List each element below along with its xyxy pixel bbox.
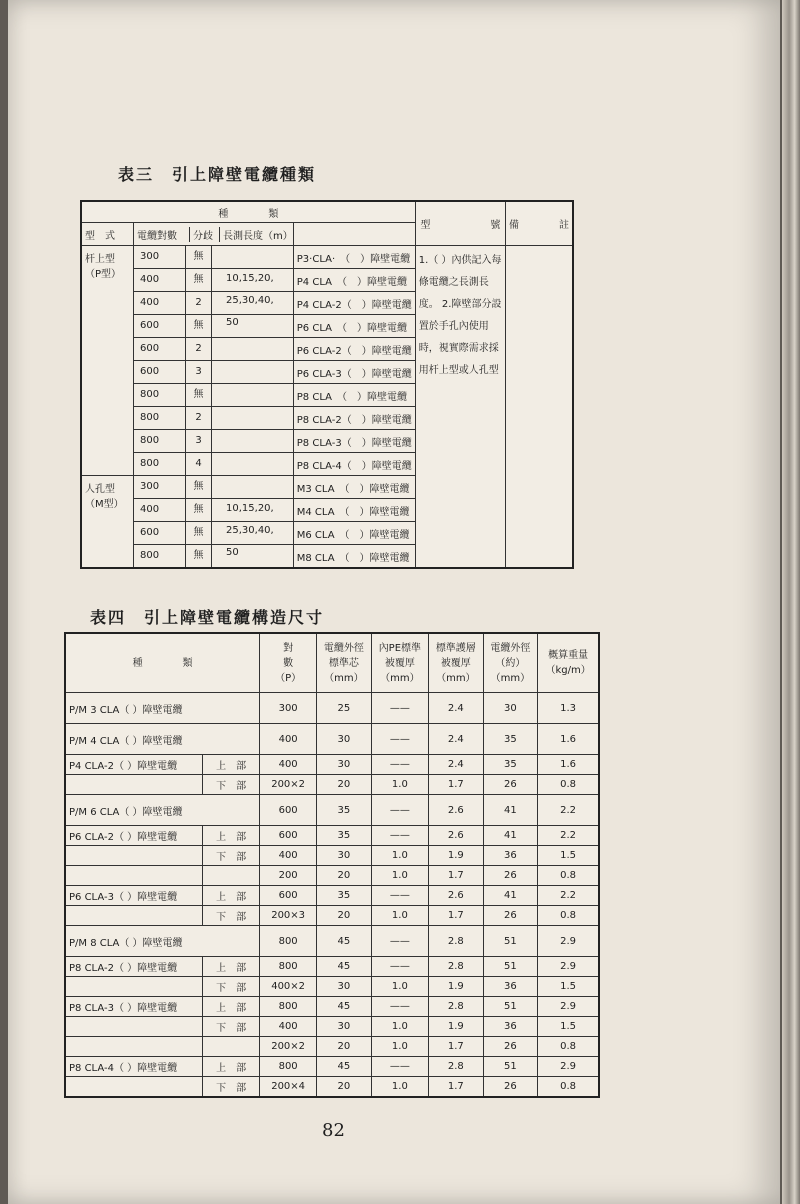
t4-row — [65, 846, 599, 866]
t4-pairs: 200 — [260, 866, 317, 886]
t4-pairs: 800 — [260, 997, 317, 1017]
t3-pairs: 400 — [134, 499, 186, 521]
t4-kind — [65, 775, 203, 795]
t4-pairs: 200×2 — [260, 1037, 317, 1057]
t3-pairs: 400 — [134, 292, 186, 314]
t4-weight: 0.8 — [538, 906, 599, 926]
t4-core: 20 — [317, 906, 372, 926]
t4-row — [65, 755, 599, 775]
t3-type: P8 CLA-2（ ）障壁電纜 — [293, 407, 415, 430]
t4-weight: 1.6 — [538, 724, 599, 755]
t4-core: 20 — [317, 1077, 372, 1098]
page-edge — [782, 0, 800, 1204]
t4-kind: P/M 3 CLA（ ）障壁電纜 — [65, 693, 260, 724]
t4-weight: 0.8 — [538, 866, 599, 886]
table3-title: 表三 引上障壁電纜種類 — [118, 165, 317, 184]
t4-sheath: 2.4 — [429, 755, 484, 775]
t4-kind: P8 CLA-3（ ）障壁電纜 — [65, 997, 203, 1017]
t4-row — [65, 977, 599, 997]
t4-head-od: 電纜外徑 （約） （mm） — [483, 633, 538, 693]
t4-sheath: 2.8 — [429, 1057, 484, 1077]
t4-pairs: 600 — [260, 826, 317, 846]
t4-od: 26 — [483, 775, 538, 795]
t4-part: 下 部 — [203, 846, 260, 866]
t4-head-sheath: 標準護層 被覆厚 （mm） — [429, 633, 484, 693]
t4-core: 35 — [317, 795, 372, 826]
t4-pe: —— — [371, 724, 428, 755]
t4-row — [65, 1037, 599, 1057]
t4-pe: 1.0 — [371, 1077, 428, 1098]
t4-weight: 0.8 — [538, 1037, 599, 1057]
t4-sheath: 1.9 — [429, 977, 484, 997]
t3-type: M6 CLA （ ）障壁電纜 — [293, 522, 415, 545]
t4-sheath: 1.7 — [429, 866, 484, 886]
t4-part: 下 部 — [203, 906, 260, 926]
t4-od: 35 — [483, 755, 538, 775]
t4-row — [65, 724, 599, 755]
t4-pairs: 600 — [260, 886, 317, 906]
page-number: 82 — [322, 1120, 345, 1141]
t3-head-length: 長測長度（m） — [223, 230, 293, 242]
t4-core: 45 — [317, 997, 372, 1017]
t3-head-sub — [134, 223, 294, 246]
t4-part: 下 部 — [203, 977, 260, 997]
t4-od: 30 — [483, 693, 538, 724]
t4-part: 上 部 — [203, 755, 260, 775]
t4-pe: —— — [371, 755, 428, 775]
t4-weight: 1.5 — [538, 1017, 599, 1037]
t3-pairs: 800 — [134, 430, 186, 452]
t4-core: 45 — [317, 957, 372, 977]
table3 — [80, 200, 574, 569]
t4-core: 35 — [317, 886, 372, 906]
t4-row — [65, 886, 599, 906]
t4-head-kind: 種 類 — [65, 633, 260, 693]
t4-kind: P4 CLA-2（ ）障壁電纜 — [65, 755, 203, 775]
t3-pairs: 800 — [134, 384, 186, 406]
t3-type: P6 CLA-3（ ）障壁電纜 — [293, 361, 415, 384]
t4-od: 26 — [483, 1037, 538, 1057]
t4-pe: —— — [371, 886, 428, 906]
t4-od: 35 — [483, 724, 538, 755]
t4-kind — [65, 977, 203, 997]
t3-type: P3·CLA· （ ）障壁電纜 — [293, 246, 415, 269]
t4-kind: P/M 6 CLA（ ）障壁電纜 — [65, 795, 260, 826]
t4-od: 41 — [483, 795, 538, 826]
t4-kind — [65, 846, 203, 866]
t4-pe: —— — [371, 997, 428, 1017]
t3-type: P6 CLA-2（ ）障壁電纜 — [293, 338, 415, 361]
t4-weight: 2.9 — [538, 997, 599, 1017]
t4-od: 51 — [483, 997, 538, 1017]
t4-row — [65, 1057, 599, 1077]
t4-kind: P6 CLA-3（ ）障壁電纜 — [65, 886, 203, 906]
t3-pairs: 600 — [134, 361, 186, 383]
t4-row — [65, 775, 599, 795]
table4 — [64, 632, 600, 1098]
t4-kind — [65, 1017, 203, 1037]
t4-core: 45 — [317, 1057, 372, 1077]
t3-head-remark: 備 註 — [506, 201, 574, 246]
t4-part: 上 部 — [203, 1057, 260, 1077]
t4-part: 下 部 — [203, 1017, 260, 1037]
t4-pe: 1.0 — [371, 1017, 428, 1037]
t4-pe: 1.0 — [371, 977, 428, 997]
t3-pairs: 600 — [134, 522, 186, 544]
t4-core: 20 — [317, 866, 372, 886]
t4-core: 30 — [317, 1017, 372, 1037]
t4-row — [65, 997, 599, 1017]
t4-kind — [65, 1077, 203, 1098]
t3-split: 無 — [186, 246, 212, 268]
t3-type: P8 CLA-4（ ）障壁電纜 — [293, 453, 415, 476]
t3-head-model: 型 式 — [81, 223, 134, 246]
t4-sheath: 1.7 — [429, 1037, 484, 1057]
t4-kind — [65, 906, 203, 926]
t4-pe: —— — [371, 693, 428, 724]
t4-weight: 0.8 — [538, 775, 599, 795]
t3-split: 3 — [186, 430, 212, 452]
t4-core: 20 — [317, 1037, 372, 1057]
t4-weight: 2.2 — [538, 795, 599, 826]
t4-part: 上 部 — [203, 886, 260, 906]
t4-od: 36 — [483, 846, 538, 866]
t4-od: 51 — [483, 1057, 538, 1077]
t4-pe: —— — [371, 826, 428, 846]
t3-remarks: 1.（ ）內供記入每條電纜之長測長度。 2.障壁部分設置於手孔內使用時，視實際需求採用杆上型或人孔型 — [415, 246, 505, 569]
t3-split: 2 — [186, 338, 212, 360]
t4-kind — [65, 866, 203, 886]
t3-pairs: 400 — [134, 269, 186, 291]
t4-core: 30 — [317, 755, 372, 775]
t3-pairs: 800 — [134, 407, 186, 429]
t3-head-kind: 種 類 — [81, 201, 415, 223]
t4-od: 26 — [483, 866, 538, 886]
t3-type: P4 CLA （ ）障壁電纜 — [293, 269, 415, 292]
t4-pairs: 400 — [260, 755, 317, 775]
t3-split: 3 — [186, 361, 212, 383]
t4-part: 上 部 — [203, 957, 260, 977]
t3-type: M8 CLA （ ）障壁電纜 — [293, 545, 415, 569]
t3-type: P6 CLA （ ）障壁電纜 — [293, 315, 415, 338]
t4-row — [65, 926, 599, 957]
t3-split: 2 — [186, 292, 212, 314]
t4-sheath: 1.9 — [429, 1017, 484, 1037]
t4-kind: P8 CLA-4（ ）障壁電纜 — [65, 1057, 203, 1077]
t4-weight: 2.2 — [538, 826, 599, 846]
t4-pe: 1.0 — [371, 906, 428, 926]
t3-split: 無 — [186, 499, 212, 521]
t4-od: 51 — [483, 957, 538, 977]
t4-od: 41 — [483, 826, 538, 846]
t3-sub-cell — [134, 361, 294, 384]
t4-pairs: 600 — [260, 795, 317, 826]
t4-row — [65, 957, 599, 977]
t3-sub-cell — [134, 384, 294, 407]
t4-pairs: 800 — [260, 1057, 317, 1077]
t3-type: M3 CLA （ ）障壁電纜 — [293, 476, 415, 499]
t4-weight: 2.2 — [538, 886, 599, 906]
t3-sub-cell — [134, 407, 294, 430]
t3-group-label: 人孔型（M型） — [81, 476, 134, 569]
t4-core: 30 — [317, 724, 372, 755]
t4-sheath: 2.4 — [429, 724, 484, 755]
t4-part: 上 部 — [203, 826, 260, 846]
t4-core: 35 — [317, 826, 372, 846]
t4-part: 上 部 — [203, 997, 260, 1017]
t4-pe: —— — [371, 957, 428, 977]
t3-split: 無 — [186, 522, 212, 544]
t3-sub-cell — [134, 338, 294, 361]
t4-part: 下 部 — [203, 775, 260, 795]
t4-weight: 1.5 — [538, 977, 599, 997]
t4-head-core: 電纜外徑 標準芯 （mm） — [317, 633, 372, 693]
t3-pairs: 800 — [134, 545, 186, 567]
t3-split: 無 — [186, 384, 212, 406]
t4-weight: 1.3 — [538, 693, 599, 724]
t4-row — [65, 906, 599, 926]
t4-core: 25 — [317, 693, 372, 724]
t4-pe: 1.0 — [371, 846, 428, 866]
t4-row — [65, 1077, 599, 1098]
t4-weight: 2.9 — [538, 957, 599, 977]
t3-split: 無 — [186, 315, 212, 337]
t3-split: 2 — [186, 407, 212, 429]
t4-sheath: 2.6 — [429, 826, 484, 846]
t4-core: 20 — [317, 775, 372, 795]
t3-split: 4 — [186, 453, 212, 475]
t4-kind: P6 CLA-2（ ）障壁電纜 — [65, 826, 203, 846]
t4-pairs: 200×2 — [260, 775, 317, 795]
t4-part: 下 部 — [203, 1077, 260, 1098]
t4-pairs: 400 — [260, 724, 317, 755]
t4-row — [65, 795, 599, 826]
t4-head-pairs: 對 數 （P） — [260, 633, 317, 693]
t4-pairs: 400 — [260, 846, 317, 866]
t4-row — [65, 866, 599, 886]
t4-weight: 2.9 — [538, 926, 599, 957]
t3-head-type: 型 號 — [415, 201, 505, 246]
t3-type: P4 CLA-2（ ）障壁電纜 — [293, 292, 415, 315]
t4-pairs: 400 — [260, 1017, 317, 1037]
t3-split: 無 — [186, 545, 212, 567]
t4-weight: 0.8 — [538, 1077, 599, 1098]
t4-core: 45 — [317, 926, 372, 957]
t4-row — [65, 693, 599, 724]
t3-type: M4 CLA （ ）障壁電纜 — [293, 499, 415, 522]
t3-pairs: 300 — [134, 246, 186, 268]
t3-type: P8 CLA-3（ ）障壁電纜 — [293, 430, 415, 453]
t4-row — [65, 826, 599, 846]
t4-pairs: 800 — [260, 926, 317, 957]
t4-pairs: 200×3 — [260, 906, 317, 926]
t4-sheath: 2.6 — [429, 795, 484, 826]
t4-sheath: 2.8 — [429, 957, 484, 977]
t4-pe: —— — [371, 1057, 428, 1077]
t3-pairs: 300 — [134, 476, 186, 498]
t4-weight: 2.9 — [538, 1057, 599, 1077]
t4-pe: —— — [371, 795, 428, 826]
t4-sheath: 1.7 — [429, 775, 484, 795]
t3-head-split: 分歧 — [190, 227, 220, 242]
t4-core: 30 — [317, 977, 372, 997]
t4-od: 26 — [483, 906, 538, 926]
t4-sheath: 2.8 — [429, 926, 484, 957]
t4-kind: P/M 4 CLA（ ）障壁電纜 — [65, 724, 260, 755]
t4-pairs: 400×2 — [260, 977, 317, 997]
t3-pairs: 600 — [134, 338, 186, 360]
t4-pairs: 300 — [260, 693, 317, 724]
t3-split: 無 — [186, 476, 212, 498]
t3-pairs: 600 — [134, 315, 186, 337]
t4-od: 51 — [483, 926, 538, 957]
t4-head-weight: 概算重量 （kg/m） — [538, 633, 599, 693]
t4-sheath: 2.4 — [429, 693, 484, 724]
t4-weight: 1.5 — [538, 846, 599, 866]
t4-sheath: 1.7 — [429, 1077, 484, 1098]
t4-od: 26 — [483, 1077, 538, 1098]
t4-kind: P/M 8 CLA（ ）障壁電纜 — [65, 926, 260, 957]
t4-sheath: 2.8 — [429, 997, 484, 1017]
t3-head-pairs: 電纜對數 — [134, 227, 190, 242]
t4-pairs: 800 — [260, 957, 317, 977]
t4-sheath: 1.9 — [429, 846, 484, 866]
t4-pe: 1.0 — [371, 775, 428, 795]
t4-weight: 1.6 — [538, 755, 599, 775]
t3-group-label: 杆上型（P型） — [81, 246, 134, 476]
t4-pe: 1.0 — [371, 1037, 428, 1057]
t3-sub-cell — [134, 453, 294, 476]
t3-lengths: 10,15,20, 25,30,40, 50 — [226, 273, 274, 328]
t4-part — [203, 1037, 260, 1057]
t4-kind: P8 CLA-2（ ）障壁電纜 — [65, 957, 203, 977]
t4-od: 36 — [483, 977, 538, 997]
t4-pe: 1.0 — [371, 866, 428, 886]
t4-row — [65, 1017, 599, 1037]
t4-head-pe: 內PE標準 被覆厚 （mm） — [371, 633, 428, 693]
t4-sheath: 1.7 — [429, 906, 484, 926]
t4-part — [203, 866, 260, 886]
t3-lengths: 10,15,20, 25,30,40, 50 — [226, 503, 274, 558]
t3-pairs: 800 — [134, 453, 186, 475]
t4-sheath: 2.6 — [429, 886, 484, 906]
t4-core: 30 — [317, 846, 372, 866]
t3-type: P8 CLA （ ）障壁電纜 — [293, 384, 415, 407]
t4-kind — [65, 1037, 203, 1057]
table4-title: 表四 引上障壁電纜構造尺寸 — [90, 608, 325, 627]
t3-row — [81, 246, 573, 269]
t4-pairs: 200×4 — [260, 1077, 317, 1098]
t4-od: 36 — [483, 1017, 538, 1037]
t3-sub-cell — [134, 430, 294, 453]
t4-pe: —— — [371, 926, 428, 957]
t3-split: 無 — [186, 269, 212, 291]
t4-od: 41 — [483, 886, 538, 906]
